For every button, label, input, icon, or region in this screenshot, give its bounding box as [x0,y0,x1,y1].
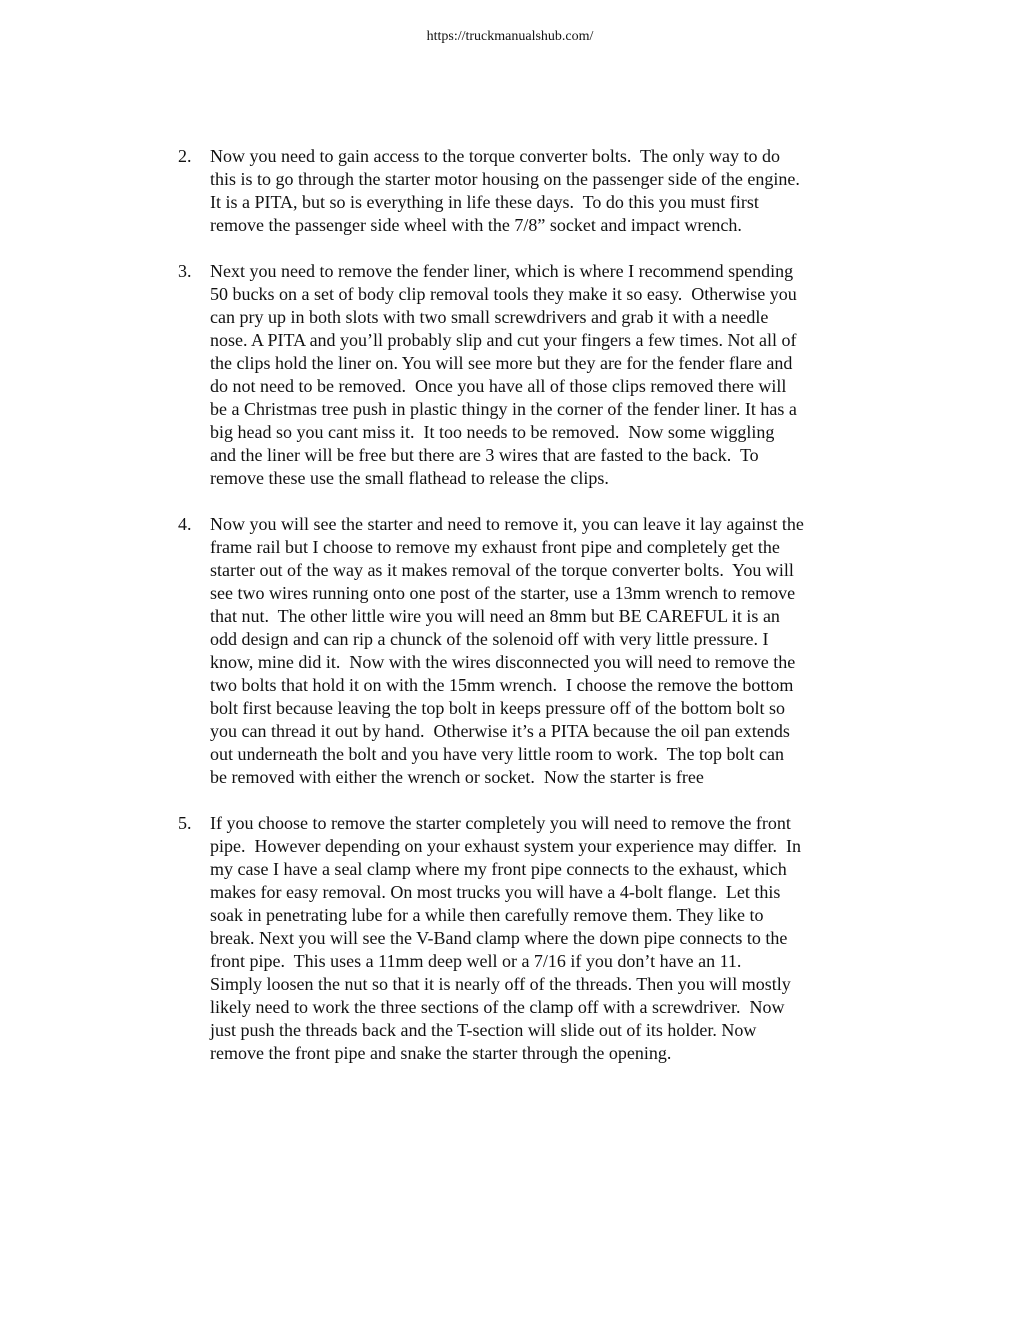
text-line: odd design and can rip a chunck of the solenoid off with very little pressure. I [210,629,769,649]
step-5 [178,812,878,1065]
text-line: two bolts that hold it on with the 15mm wrench. I choose the remove the bottom [210,675,794,695]
page-header-url: https://truckmanualshub.com/ [426,29,594,44]
text-line: pipe. However depending on your exhaust system your experience may differ. In [210,836,801,856]
text-line: my case I have a seal clamp where my front pipe connects to the exhaust, which [210,859,787,879]
text-line: makes for easy removal. On most trucks you will have a 4-bolt flange. Let this [210,882,781,902]
text-line: likely need to work the three sections of the clamp off with a screwdriver. Now [210,997,785,1017]
text-line: remove the front pipe and snake the starter through the opening. [210,1043,672,1063]
text-line: do not need to be removed. Once you have all of those clips removed there will [210,376,787,396]
text-line: be removed with either the wrench or socket. Now the starter is free [210,767,704,787]
step-number: 5. [178,813,192,833]
text-line: Simply loosen the nut so that it is nearly off of the threads. Then you will mostly [210,974,791,994]
text-line: be a Christmas tree push in plastic thingy in the corner of the fender liner. It has a [210,399,797,419]
text-line: know, mine did it. Now with the wires disconnected you will need to remove the [210,652,796,672]
text-line: If you choose to remove the starter completely you will need to remove the front [210,813,791,833]
text-line: front pipe. This uses a 11mm deep well or a 7/16 if you don’t have an 11. [210,951,742,971]
text-line: bolt first because leaving the top bolt in keeps pressure off of the bottom bolt so [210,698,786,718]
step-text [210,260,878,490]
step-number: 4. [178,514,192,534]
text-line: you can thread it out by hand. Otherwise it’s a PITA because the oil pan extends [210,721,790,741]
step-3 [178,260,878,490]
text-line: big head so you cant miss it. It too needs to be removed. Now some wiggling [210,422,775,442]
text-line: the clips hold the liner on. You will see more but they are for the fender flare and [210,353,793,373]
step-number: 2. [178,146,192,166]
text-line: this is to go through the starter motor housing on the passenger side of the engine. [210,169,800,189]
text-line: nose. A PITA and you’ll probably slip and cut your fingers a few times. Not all of [210,330,797,350]
text-line: can pry up in both slots with two small screwdrivers and grab it with a needle [210,307,769,327]
text-line: break. Next you will see the V-Band clamp where the down pipe connects to the [210,928,788,948]
text-line: see two wires running onto one post of the starter, use a 13mm wrench to remove [210,583,796,603]
step-2 [178,145,878,237]
step-4 [178,513,878,789]
step-text [210,513,878,789]
text-line: Next you need to remove the fender liner, which is where I recommend spending [210,261,794,281]
text-line: remove the passenger side wheel with the 7/8” socket and impact wrench. [210,215,742,235]
step-text [210,145,878,237]
step-text [210,812,878,1065]
text-line: Now you need to gain access to the torque converter bolts. The only way to do [210,146,781,166]
text-line: remove these use the small flathead to release the clips. [210,468,609,488]
text-line: frame rail but I choose to remove my exhaust front pipe and completely get the [210,537,780,557]
text-line: and the liner will be free but there are 3 wires that are fasted to the back. To [210,445,759,465]
text-line: 50 bucks on a set of body clip removal tools they make it so easy. Otherwise you [210,284,797,304]
text-line: out underneath the bolt and you have very little room to work. The top bolt can [210,744,785,764]
text-line: soak in penetrating lube for a while then carefully remove them. They like to [210,905,764,925]
step-number: 3. [178,261,192,281]
text-line: just push the threads back and the T-section will slide out of its holder. Now [210,1020,757,1040]
text-line: Now you will see the starter and need to remove it, you can leave it lay against the [210,514,804,534]
text-line: starter out of the way as it makes removal of the torque converter bolts. You will [210,560,794,580]
text-line: that nut. The other little wire you will need an 8mm but BE CAREFUL it is an [210,606,780,626]
instruction-steps-list [178,145,878,1088]
text-line: It is a PITA, but so is everything in life these days. To do this you must first [210,192,759,212]
